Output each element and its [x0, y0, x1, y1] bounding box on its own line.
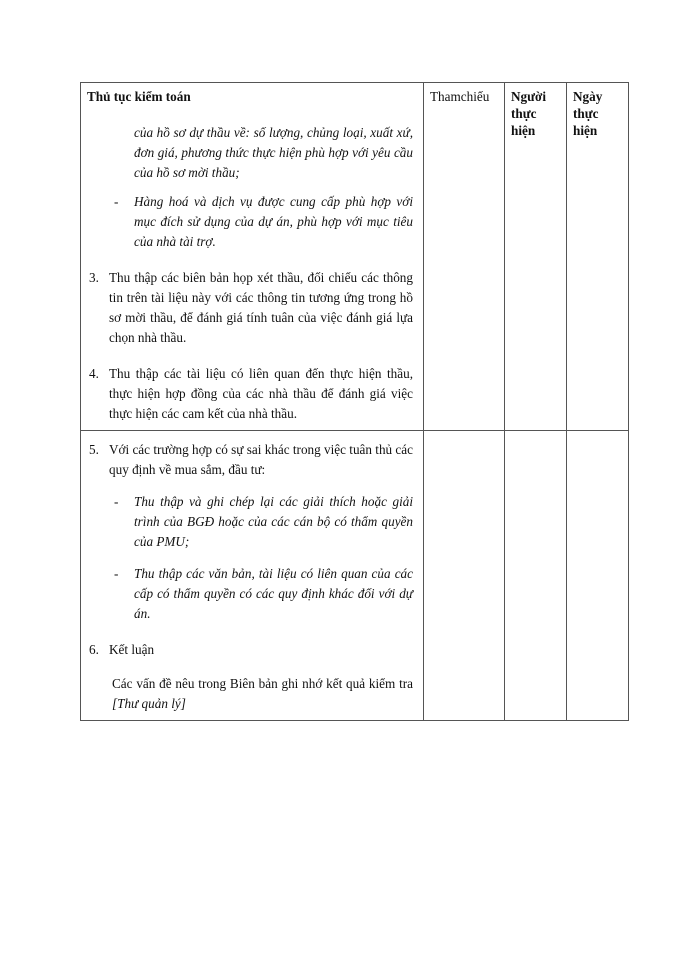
reference-cell: [424, 83, 505, 431]
item-number: 5.: [89, 442, 99, 457]
list-item: [87, 564, 413, 624]
conclusion-ref: [Thư quản lý]: [112, 696, 186, 711]
header-reference: Thamchiếu: [430, 89, 490, 104]
procedure-cell: [81, 431, 424, 721]
table-row-block1: [81, 83, 629, 431]
list-item: [87, 192, 413, 252]
list-item: [87, 440, 413, 480]
item-number: 4.: [89, 366, 99, 381]
item5-text: Với các trường hợp có sự sai khác trong việc tuân thủ các quy định về mua sắm, đầu tư:: [109, 442, 413, 477]
continuation-text: của hồ sơ dự thầu về: số lượng, chủng loại, xuất xứ, đơn giá, phương thức thực hiện phù hợp với yêu cầu của hồ sơ mời thầu;: [134, 125, 413, 180]
item3-text: Thu thập các biên bản họp xét thầu, đối chiếu các thông tin trên tài liệu này với các thông tin tương ứng trong hồ sơ mời thầu, để đánh giá tính tuân của việc đánh giá lựa chọn nhà thầu.: [109, 270, 413, 345]
table-row-block2: [81, 431, 629, 721]
item4-text: Thu thập các tài liệu có liên quan đến thực hiện thầu, thực hiện hợp đồng của các nhà thầu để đánh giá việc thực hiện các cam kết của nhà thầu.: [109, 366, 413, 421]
header-procedure: Thủ tục kiểm toán: [87, 89, 191, 104]
dash-item-text: Hàng hoá và dịch vụ được cung cấp phù hợp với mục đích sử dụng của dự án, phù hợp với mục tiêu của nhà tài trợ.: [134, 194, 413, 249]
item-number: 3.: [89, 270, 99, 285]
item-number: 6.: [89, 642, 99, 657]
list-item: [87, 268, 413, 348]
reference-cell: [424, 431, 505, 721]
conclusion-paragraph: [87, 674, 413, 714]
date-cell: [567, 83, 629, 431]
sub1-text: Thu thập và ghi chép lại các giải thích hoặc giải trình của BGĐ hoặc của các cán bộ có thẩm quyền của PMU;: [134, 494, 413, 549]
item6-text: Kết luận: [109, 642, 155, 657]
dash-marker: -: [114, 494, 119, 509]
performer-cell: [505, 83, 567, 431]
header-performer: Người thực hiện: [511, 89, 546, 138]
dash-marker: -: [114, 566, 119, 581]
procedure-cell: [81, 83, 424, 431]
list-item: [87, 492, 413, 552]
date-cell: [567, 431, 629, 721]
sub2-text: Thu thập các văn bản, tài liệu có liên quan của các cấp có thẩm quyền có các quy định khác đối với dự án.: [134, 566, 413, 621]
audit-procedure-table: [80, 82, 629, 721]
list-item: [87, 364, 413, 424]
list-item: [87, 640, 413, 660]
performer-cell: [505, 431, 567, 721]
conclusion-text: Các vấn đề nêu trong Biên bản ghi nhớ kết quả kiểm tra: [112, 676, 413, 691]
header-date: Ngày thực hiện: [573, 89, 603, 138]
dash-marker: -: [114, 194, 119, 209]
